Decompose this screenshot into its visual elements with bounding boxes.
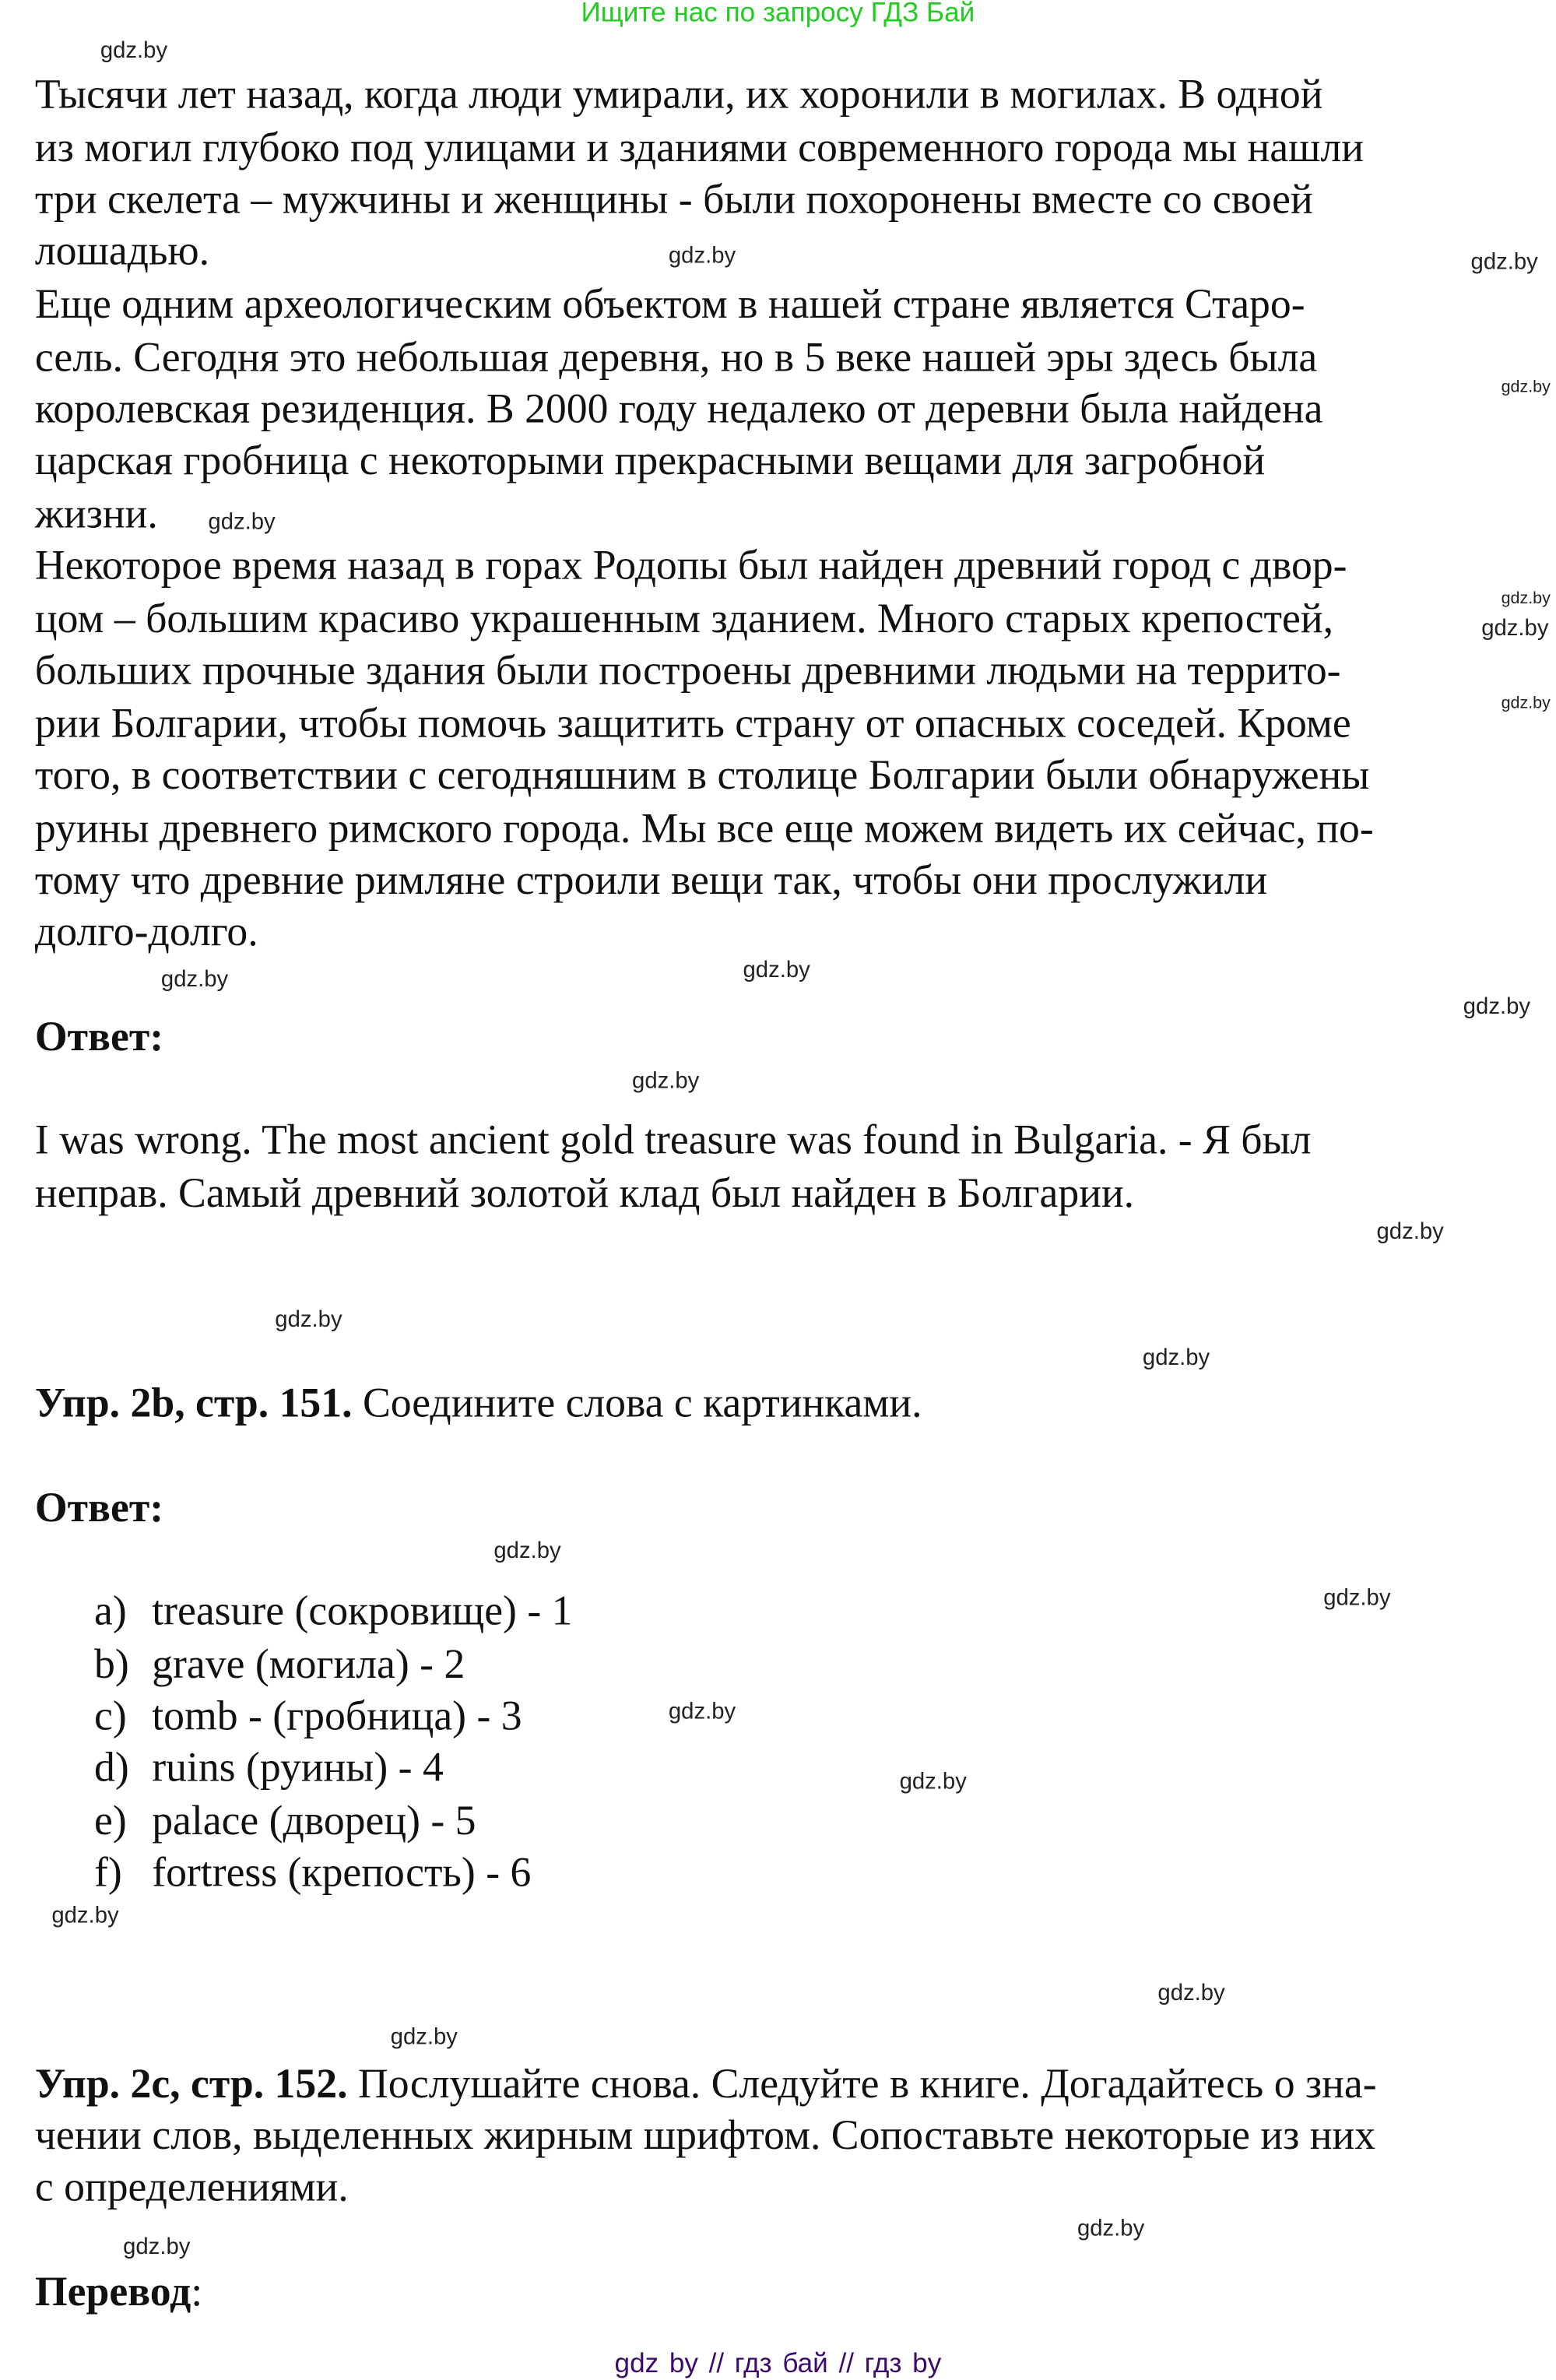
text-line: больших прочные здания были построены древними людьми на террито- <box>34 645 1341 694</box>
watermark: gdz.by <box>208 508 276 536</box>
list-marker: c) <box>94 1691 127 1739</box>
list-marker: a) <box>94 1586 127 1634</box>
text-line: руины древнего римского города. Мы все еще можем видеть их сейчас, по- <box>34 803 1374 852</box>
watermark: gdz.by <box>1077 2216 1145 2242</box>
text-line: сель. Сегодня это небольшая деревня, но в 5 веке нашей эры здесь была <box>34 332 1318 380</box>
translation-label: Перевод <box>34 2267 191 2315</box>
list-marker: b) <box>94 1640 129 1687</box>
watermark: gdz.by <box>899 1769 967 1795</box>
list-marker: d) <box>94 1742 129 1791</box>
watermark: gdz.by <box>1470 249 1538 276</box>
watermark: gdz.by <box>1481 615 1549 642</box>
watermark: gdz.by <box>1157 1980 1225 2006</box>
text-line: тому что древние римляне строили вещи так, чтобы они прослужили <box>34 855 1268 903</box>
list-text: grave (могила) - 2 <box>152 1640 465 1687</box>
watermark: gdz.by <box>1142 1345 1210 1371</box>
answer-line: неправ. Самый древний золотой клад был найден в Болгарии. <box>34 1169 1135 1216</box>
exercise-2b-heading <box>35 1380 922 1426</box>
exercise-task-line: чении слов, выделенных жирным шрифтом. Сопоставьте некоторые из них <box>34 2111 1376 2158</box>
text-line: Еще одним археологическим объектом в нашей стране является Старо- <box>34 279 1305 327</box>
watermark: gdz.by <box>1463 993 1531 1020</box>
answer-line: I was wrong. The most ancient gold treasure was found in Bulgaria. - Я был <box>34 1115 1312 1163</box>
list-text: ruins (руины) - 4 <box>152 1742 444 1791</box>
translation-heading <box>35 2269 202 2315</box>
text-line: лошадью. <box>34 226 210 274</box>
watermark: gdz.by <box>668 243 736 269</box>
exercise-ref: Упр. 2c, стр. 152. <box>34 2058 348 2107</box>
exercise-task: Послушайте снова. Следуйте в книге. Догадайтесь о зна- <box>347 2058 1377 2107</box>
text-line: три скелета – мужчины и женщины - были похоронены вместе со своей <box>34 174 1313 222</box>
exercise-2c-heading <box>34 2058 1377 2107</box>
list-text: tomb - (гробница) - 3 <box>152 1691 522 1739</box>
watermark: gdz.by <box>275 1306 342 1333</box>
watermark: gdz.by <box>51 1902 119 1929</box>
watermark: gdz.by <box>123 2234 191 2260</box>
search-hint-banner: Ищите нас по запросу ГДЗ Бай <box>581 0 975 28</box>
watermark: gdz.by <box>1376 1218 1444 1245</box>
text-line: жизни. <box>34 489 158 537</box>
footer-links[interactable]: gdz by // гдз бай // гдз by <box>614 2347 942 2378</box>
watermark: gdz.by <box>1501 589 1551 608</box>
text-line: царская гробница с некоторыми прекрасными вещами для загробной <box>34 436 1266 483</box>
exercise-ref: Упр. 2b, стр. 151. <box>34 1378 353 1426</box>
text-line: из могил глубоко под улицами и зданиями современного города мы нашли <box>34 123 1364 171</box>
list-text: fortress (крепость) - 6 <box>152 1847 532 1896</box>
text-line: королевская резиденция. В 2000 году недалеко от деревни была найдена <box>34 384 1323 432</box>
watermark: gdz.by <box>632 1068 700 1095</box>
exercise-task: Соедините слова с картинками. <box>352 1378 922 1426</box>
text-line: рии Болгарии, чтобы помочь защитить страну от опасных соседей. Кроме <box>34 698 1351 747</box>
text-line: того, в соответствии с сегодняшним в столице Болгарии были обнаружены <box>34 751 1370 798</box>
text-line: Тысячи лет назад, когда люди умирали, их хоронили в могилах. В одной <box>34 69 1323 118</box>
list-marker: f) <box>94 1847 122 1896</box>
answer-label: Ответ: <box>34 1483 164 1531</box>
list-text: treasure (сокровище) - 1 <box>152 1586 573 1634</box>
watermark: gdz.by <box>493 1538 561 1564</box>
text-line: цом – большим красиво украшенным зданием. Много старых крепостей, <box>34 594 1334 642</box>
list-text: palace (дворец) - 5 <box>152 1796 476 1844</box>
watermark: gdz.by <box>743 957 810 983</box>
watermark: gdz.by <box>1323 1584 1391 1612</box>
watermark: gdz.by <box>100 37 168 64</box>
watermark: gdz.by <box>160 966 229 993</box>
watermark: gdz.by <box>1501 694 1551 713</box>
watermark: gdz.by <box>668 1699 736 1725</box>
exercise-task-line: с определениями. <box>34 2162 349 2210</box>
watermark: gdz.by <box>390 2024 458 2051</box>
colon: : <box>191 2267 203 2315</box>
text-line: долго-долго. <box>34 907 258 954</box>
text-line: Некоторое время назад в горах Родопы был найден древний город с двор- <box>34 540 1347 589</box>
watermark: gdz.by <box>1501 378 1551 397</box>
list-marker: e) <box>94 1796 127 1844</box>
answer-label: Ответ: <box>34 1012 164 1060</box>
